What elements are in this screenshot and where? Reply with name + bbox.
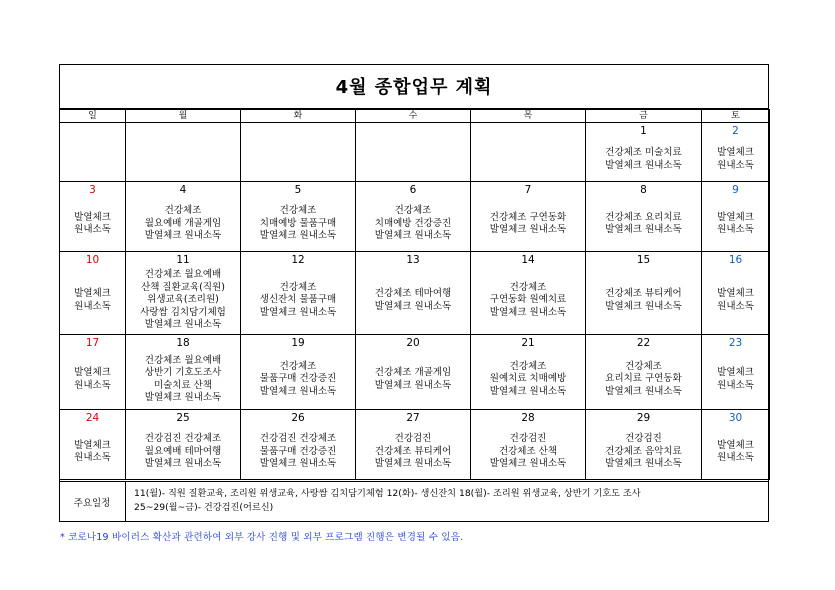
activity-line: 발열체크 원내소독	[605, 385, 682, 397]
day-number: 1	[640, 125, 647, 137]
activity-line: 발열체크 원내소독	[374, 379, 452, 391]
calendar-day-cell	[471, 123, 586, 182]
day-activities	[60, 198, 125, 250]
day-activities	[356, 351, 470, 408]
activity-line: 미술치료 산책	[153, 379, 213, 391]
activity-line: 요리치료 구연동화	[605, 373, 682, 385]
day-number: 12	[291, 254, 305, 266]
activity-line: 건강체조	[164, 205, 202, 217]
day-activities	[586, 268, 701, 333]
activity-line: 건강체조 개골게임	[374, 367, 452, 378]
calendar-week-row	[60, 123, 770, 182]
activity-line: 발열체크 원내소독	[144, 458, 222, 470]
activity-line: 발열체크 원내소독	[605, 159, 682, 171]
activity-line: 건강체조 산책	[498, 445, 558, 457]
activity-line: 원내소독	[717, 300, 754, 312]
activity-line: 원예치료 치매예방	[489, 373, 567, 385]
day-number: 18	[176, 337, 190, 349]
activity-line: 월요예배 개골게임	[144, 217, 222, 229]
calendar-day-cell	[126, 123, 241, 182]
activity-line: 발열체크	[74, 367, 111, 378]
day-activities	[586, 139, 701, 180]
weekday-header: 화	[241, 110, 356, 123]
weekday-header: 목	[471, 110, 586, 123]
calendar-day-cell	[356, 252, 471, 335]
day-number: 4	[179, 184, 187, 196]
activity-line: 건강체조 테마여행	[374, 288, 452, 299]
day-activities	[126, 351, 240, 408]
calendar-day-cell	[471, 410, 586, 480]
calendar-day-cell	[60, 182, 126, 252]
activity-line: 발열체크 원내소독	[605, 458, 682, 470]
activity-line: 발열체크 원내소독	[489, 306, 567, 318]
day-activities	[356, 124, 470, 165]
activity-line: 사랑쌈 김치담기체험	[140, 306, 226, 318]
activity-line: 건강체조	[279, 205, 317, 217]
day-number: 13	[406, 254, 420, 266]
day-activities	[126, 198, 240, 250]
calendar-day-cell	[471, 335, 586, 410]
day-number: 26	[291, 412, 305, 424]
day-number: 28	[521, 412, 535, 424]
day-number: 25	[176, 412, 190, 424]
activity-line: 발열체크 원내소독	[259, 458, 337, 470]
day-number: 20	[406, 337, 420, 349]
day-activities	[126, 268, 240, 333]
calendar-day-cell	[702, 252, 770, 335]
day-activities	[126, 426, 240, 478]
activity-line: 발열체크 원내소독	[259, 306, 337, 318]
weekday-header: 토	[702, 110, 770, 123]
day-activities	[126, 124, 240, 165]
day-activities	[241, 124, 355, 165]
schedule-label: 주요일정	[59, 482, 126, 522]
calendar-day-cell	[60, 335, 126, 410]
activity-line: 상반기 기호도조사	[144, 367, 222, 378]
activity-line: 발열체크 원내소독	[144, 230, 222, 242]
calendar-day-cell	[586, 123, 702, 182]
activity-line: 건강체조	[394, 205, 432, 217]
activity-line: 치매예방 건강증진	[374, 217, 452, 229]
calendar-day-cell	[126, 252, 241, 335]
day-activities	[241, 351, 355, 408]
day-number: 21	[521, 337, 535, 349]
activity-line: 발열체크 원내소독	[374, 300, 452, 312]
day-activities	[471, 426, 585, 478]
day-number: 27	[406, 412, 420, 424]
calendar-day-cell	[241, 252, 356, 335]
day-number: 16	[728, 254, 743, 266]
day-activities	[356, 198, 470, 250]
weekday-header: 일	[60, 110, 126, 123]
activity-line: 건강체조 요리치료	[605, 211, 682, 223]
activity-line: 월요예배 테마여행	[144, 445, 222, 457]
activity-line: 원내소독	[717, 379, 754, 391]
activity-line: 생신잔치 물품구매	[259, 294, 337, 306]
calendar-day-cell	[356, 123, 471, 182]
activity-line: 발열체크 원내소독	[489, 458, 567, 470]
activity-line: 건강체조 월요예배	[144, 269, 222, 281]
day-number: 5	[294, 184, 302, 196]
activity-line: 건강체조 월요예배	[144, 354, 222, 366]
activity-line: 발열체크	[717, 211, 754, 223]
activity-line: 건강검진 건강체조	[144, 433, 222, 445]
day-activities	[60, 351, 125, 408]
day-activities	[241, 426, 355, 478]
calendar-day-cell	[586, 335, 702, 410]
calendar-day-cell	[356, 182, 471, 252]
calendar-day-cell	[241, 335, 356, 410]
day-activities	[471, 268, 585, 333]
calendar-week-row	[60, 410, 770, 480]
weekday-header: 수	[356, 110, 471, 123]
day-activities	[702, 198, 769, 250]
calendar-week-row	[60, 182, 770, 252]
activity-line: 발열체크 원내소독	[489, 385, 567, 397]
calendar-day-cell	[702, 335, 770, 410]
day-number: 11	[176, 254, 190, 266]
day-number: 6	[409, 184, 417, 196]
calendar-day-cell	[241, 123, 356, 182]
activity-line: 발열체크	[74, 288, 111, 299]
activity-line: 원내소독	[74, 300, 111, 312]
day-number: 30	[728, 412, 743, 424]
activity-line: 건강체조 구연동화	[489, 211, 567, 223]
activity-line: 치매예방 물품구매	[259, 217, 337, 229]
day-activities	[702, 351, 769, 408]
calendar-day-cell	[356, 410, 471, 480]
activity-line: 발열체크 원내소독	[259, 385, 337, 397]
calendar-day-cell	[586, 182, 702, 252]
day-activities	[702, 268, 769, 333]
day-activities	[356, 268, 470, 333]
schedule-line: 25~29(월~금)- 건강검진(어르신)	[134, 502, 274, 513]
day-number: 2	[732, 125, 739, 137]
calendar-week-row	[60, 335, 770, 410]
weekday-header: 금	[586, 110, 702, 123]
calendar-day-cell	[126, 410, 241, 480]
activity-line: 건강체조	[279, 360, 317, 372]
activity-line: 발열체크	[717, 147, 754, 158]
activity-line: 건강체조	[509, 360, 547, 372]
calendar-day-cell	[241, 410, 356, 480]
day-activities	[241, 198, 355, 250]
activity-line: 발열체크 원내소독	[605, 300, 682, 312]
activity-line: 발열체크 원내소독	[144, 392, 222, 403]
calendar-day-cell	[702, 182, 770, 252]
calendar-day-cell	[702, 410, 770, 480]
activity-line: 원내소독	[717, 224, 754, 235]
activity-line: 산책 질환교육(직원)	[141, 281, 225, 293]
page-title: 4월 종합업무 계획	[59, 64, 769, 109]
day-activities	[60, 426, 125, 478]
schedule-lines	[126, 482, 769, 522]
activity-line: 발열체크	[717, 439, 754, 451]
day-activities	[60, 268, 125, 333]
weekday-header: 월	[126, 110, 241, 123]
day-number: 9	[732, 184, 739, 196]
calendar-day-cell	[471, 182, 586, 252]
activity-line: 건강체조	[625, 360, 662, 372]
calendar-day-cell	[60, 123, 126, 182]
activity-line: 건강체조 음악치료	[605, 445, 682, 457]
activity-line: 원내소독	[74, 224, 111, 235]
activity-line: 발열체크	[74, 211, 111, 223]
activity-line: 건강체조 뷰티케어	[605, 288, 682, 299]
day-number: 8	[640, 184, 647, 196]
calendar-day-cell	[60, 410, 126, 480]
notice-text: * 코로나19 바이러스 확산과 관련하여 외부 강사 진행 및 외부 프로그램 진행은 변경될 수 있음.	[60, 532, 464, 543]
activity-line: 원내소독	[717, 159, 754, 171]
activity-line: 발열체크 원내소독	[489, 224, 567, 235]
day-number: 22	[636, 337, 651, 349]
activity-line: 건강검진 건강체조	[259, 433, 337, 445]
activity-line: 물품구매 건강증진	[259, 445, 337, 457]
day-activities	[471, 124, 585, 165]
day-number: 29	[636, 412, 651, 424]
day-activities	[702, 139, 769, 180]
day-activities	[471, 198, 585, 250]
activity-line: 발열체크	[74, 439, 111, 451]
weekday-header-row	[60, 110, 770, 123]
day-number: 10	[85, 254, 100, 266]
day-number: 7	[524, 184, 532, 196]
activity-line: 건강검진	[394, 433, 432, 445]
calendar-day-cell	[586, 252, 702, 335]
activity-line: 위생교육(조리원)	[147, 294, 219, 306]
activity-line: 발열체크	[717, 288, 754, 299]
day-number: 19	[291, 337, 305, 349]
activity-line: 발열체크 원내소독	[374, 458, 452, 470]
activity-line: 건강검진	[509, 433, 547, 445]
day-activities	[586, 426, 701, 478]
activity-line: 건강체조 미술치료	[605, 147, 682, 158]
day-number: 24	[85, 412, 100, 424]
day-activities	[586, 351, 701, 408]
activity-line: 발열체크 원내소독	[144, 319, 222, 331]
calendar-day-cell	[586, 410, 702, 480]
activity-line: 발열체크 원내소독	[374, 230, 452, 242]
day-activities	[356, 426, 470, 478]
day-number: 17	[85, 337, 100, 349]
activity-line: 건강체조 뷰티케어	[374, 445, 452, 457]
calendar-day-cell	[60, 252, 126, 335]
day-activities	[241, 268, 355, 333]
activity-line: 구연동화 원예치료	[489, 294, 567, 306]
activity-line: 건강체조	[509, 281, 547, 293]
day-activities	[702, 426, 769, 478]
calendar-table	[59, 109, 770, 480]
calendar-day-cell	[471, 252, 586, 335]
activity-line: 발열체크 원내소독	[605, 224, 682, 235]
day-number: 3	[89, 184, 96, 196]
activity-line: 원내소독	[74, 452, 111, 463]
activity-line: 발열체크 원내소독	[259, 230, 337, 242]
activity-line: 건강체조	[279, 281, 317, 293]
day-number: 15	[636, 254, 651, 266]
activity-line: 물품구매 건강증진	[259, 373, 337, 385]
day-number: 14	[521, 254, 535, 266]
day-number: 23	[728, 337, 743, 349]
day-activities	[60, 124, 125, 165]
calendar-day-cell	[241, 182, 356, 252]
main-schedule	[59, 481, 769, 522]
calendar-day-cell	[356, 335, 471, 410]
activity-line: 건강검진	[625, 433, 662, 445]
activity-line: 발열체크	[717, 367, 754, 378]
calendar-day-cell	[126, 182, 241, 252]
activity-line: 원내소독	[74, 379, 111, 391]
day-activities	[471, 351, 585, 408]
activity-line: 원내소독	[717, 452, 754, 463]
calendar-day-cell	[126, 335, 241, 410]
calendar-day-cell	[702, 123, 770, 182]
day-activities	[586, 198, 701, 250]
schedule-line: 11(월)- 직원 질환교육, 조리원 위생교육, 사랑쌈 김치담기체험 12(화)- 생신잔치 18(월)- 조리원 위생교육, 상반기 기호도 조사	[134, 488, 641, 499]
calendar-week-row	[60, 252, 770, 335]
